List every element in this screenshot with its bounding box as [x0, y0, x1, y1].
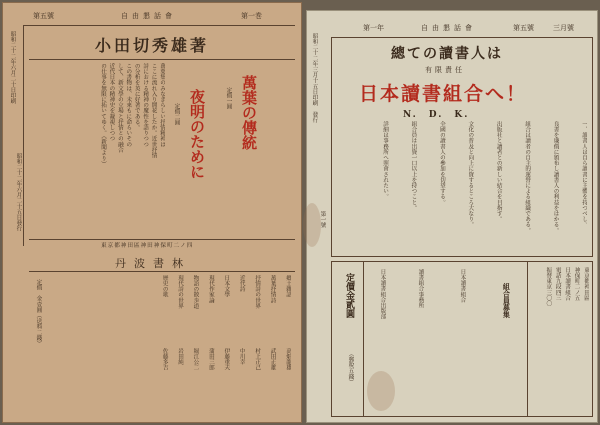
author-list — [85, 348, 291, 414]
book-price-2: 定價二圓 — [173, 103, 180, 126]
publisher-band: 東京都神田區神田神保町二ノ四 — [101, 243, 194, 249]
headline-kicker: 總ての讀書人は — [391, 46, 503, 62]
header-column-label: 第一巻 — [241, 12, 262, 20]
book-list-item: 歴史の歌 — [161, 275, 168, 298]
book-list-item: 物語の散歩道 — [192, 275, 199, 309]
headline-latin: N. D. K. — [403, 110, 470, 120]
author-item: 岩田純 — [177, 348, 184, 365]
author-item: 伊藤重夫 — [223, 348, 230, 371]
author-item: 佐藤多吉 — [161, 348, 168, 371]
body-line: ここに流れ入り開花したか。近世抒情 — [150, 63, 157, 159]
body-line: 出版社と讀者との新しい結合を目指す。 — [495, 121, 502, 222]
address-line: 振替東京三〇〇 — [545, 267, 552, 307]
paper-stain — [303, 203, 321, 247]
band-rule-bottom — [29, 271, 295, 272]
body-line: 組合員は出資一口以上を持つこと。 — [410, 121, 417, 211]
body-line: 文化の普及と向上に資するところ大なり。 — [467, 121, 474, 228]
masthead-rule — [29, 59, 295, 60]
colophon-2: 昭和二十二年六月二十五日發行 — [15, 153, 22, 232]
block-c: 日本讀書組合 — [459, 269, 466, 303]
author-item: 村上正己 — [254, 348, 261, 371]
colophon: 昭和二十二年三月十五日印刷 發行 — [311, 33, 318, 123]
address-line: 東京都神田區 — [583, 267, 589, 301]
body-text — [29, 63, 165, 233]
band-rule-top — [29, 239, 295, 240]
body-line: この書物は、未來もに命らいその — [125, 63, 132, 147]
body-line: 良書を廉價に頒布し讀書人の利益をはかる。 — [552, 121, 559, 233]
paper-stain — [367, 371, 395, 411]
right-page — [306, 10, 598, 423]
body-line: の分析を英に好著である。 — [133, 63, 140, 131]
body-line: して、新文學の立場と抒情との融合 — [116, 63, 123, 153]
price-sub: （郵稅五錢） — [347, 351, 354, 385]
book-title-1: 萬葉の傳統 — [240, 75, 258, 150]
lower-divider-2 — [527, 261, 528, 417]
header-page-label: 第五號 — [33, 12, 54, 20]
margin-rule — [23, 26, 24, 246]
author-item: 蒲田三郎 — [207, 348, 214, 371]
lower-divider-1 — [363, 261, 364, 417]
header-column-label: 第一年 — [363, 24, 384, 32]
author-item: 堀江公二 — [192, 348, 199, 371]
body-line: 全國の讀書人の參加を切望する。 — [438, 121, 445, 205]
block-b: 讀書組合事務所 — [417, 269, 424, 309]
body-line: 組合は讀者の自主的運營による組織である。 — [524, 121, 531, 233]
author-item: 中川幸 — [238, 348, 245, 365]
block-a: 日本讀書組合出版部 — [379, 269, 386, 320]
colophon-1: 昭和二十二年六月二十日印刷 — [9, 31, 16, 104]
address-line: 神保町二ノ五 — [573, 267, 580, 301]
book-price-1: 定價一圓 — [225, 87, 232, 110]
author-title: 小田切秀雄著 — [95, 36, 210, 55]
header-issue-label: 三月號 — [553, 24, 574, 32]
header-page-label: 第五號 — [513, 24, 534, 32]
author-item: 高畑龍雄 — [285, 348, 291, 371]
header-newspaper: 自由懇話會 — [121, 12, 176, 20]
book-list-item: 現代作家論 — [207, 275, 214, 303]
body-text — [337, 121, 587, 251]
body-line: 詳細は事務所へ照會されたい。 — [382, 121, 389, 200]
book-list-item: 近代詩 — [238, 275, 245, 292]
header-newspaper: 自由懇話會 — [421, 24, 476, 32]
left-page — [2, 2, 302, 423]
book-list-item: 日本文學 — [223, 275, 230, 298]
book-list-item: 萬葉抒情詩 — [269, 275, 276, 303]
publisher-name: 丹波書林 — [115, 257, 191, 270]
header-rule — [23, 25, 295, 26]
block-d: 組合員募集 — [502, 283, 512, 318]
price-block: 定價金貳圓 — [344, 273, 354, 318]
headline-main: 日本讀書組合へ！ — [359, 83, 528, 105]
body-line: 一、讀書人は自ら讀書に主體を持つべし。 — [581, 121, 587, 228]
body-line: 萬葉集のみなぎらしい抒情精神は — [159, 63, 165, 147]
colophon-issue: 第一號 — [319, 211, 326, 228]
book-title-2: 夜明のために — [188, 89, 206, 179]
book-list-item: 抒情詩の世界 — [254, 275, 261, 309]
body-line: 近代日本の精神史を凝視しつつ — [108, 63, 115, 142]
body-line: 詩における精神の魔性を語りつつ — [142, 63, 149, 147]
address-line: 日本讀書組合 — [564, 267, 571, 301]
address-list — [533, 267, 589, 413]
author-item: 武田正雄 — [269, 348, 276, 371]
body-line: の仕事を無限に拓いてゆく。（新聞より） — [100, 63, 107, 167]
address-line: 電話九段四三 — [554, 267, 561, 301]
headline-sub: 有限責任 — [425, 66, 465, 74]
book-list-item: 郷土雜話 — [285, 275, 291, 298]
book-list-item: 現代詩の世界 — [177, 275, 184, 309]
footer-price: 定價 金壹圓（送料二錢） — [35, 279, 42, 347]
